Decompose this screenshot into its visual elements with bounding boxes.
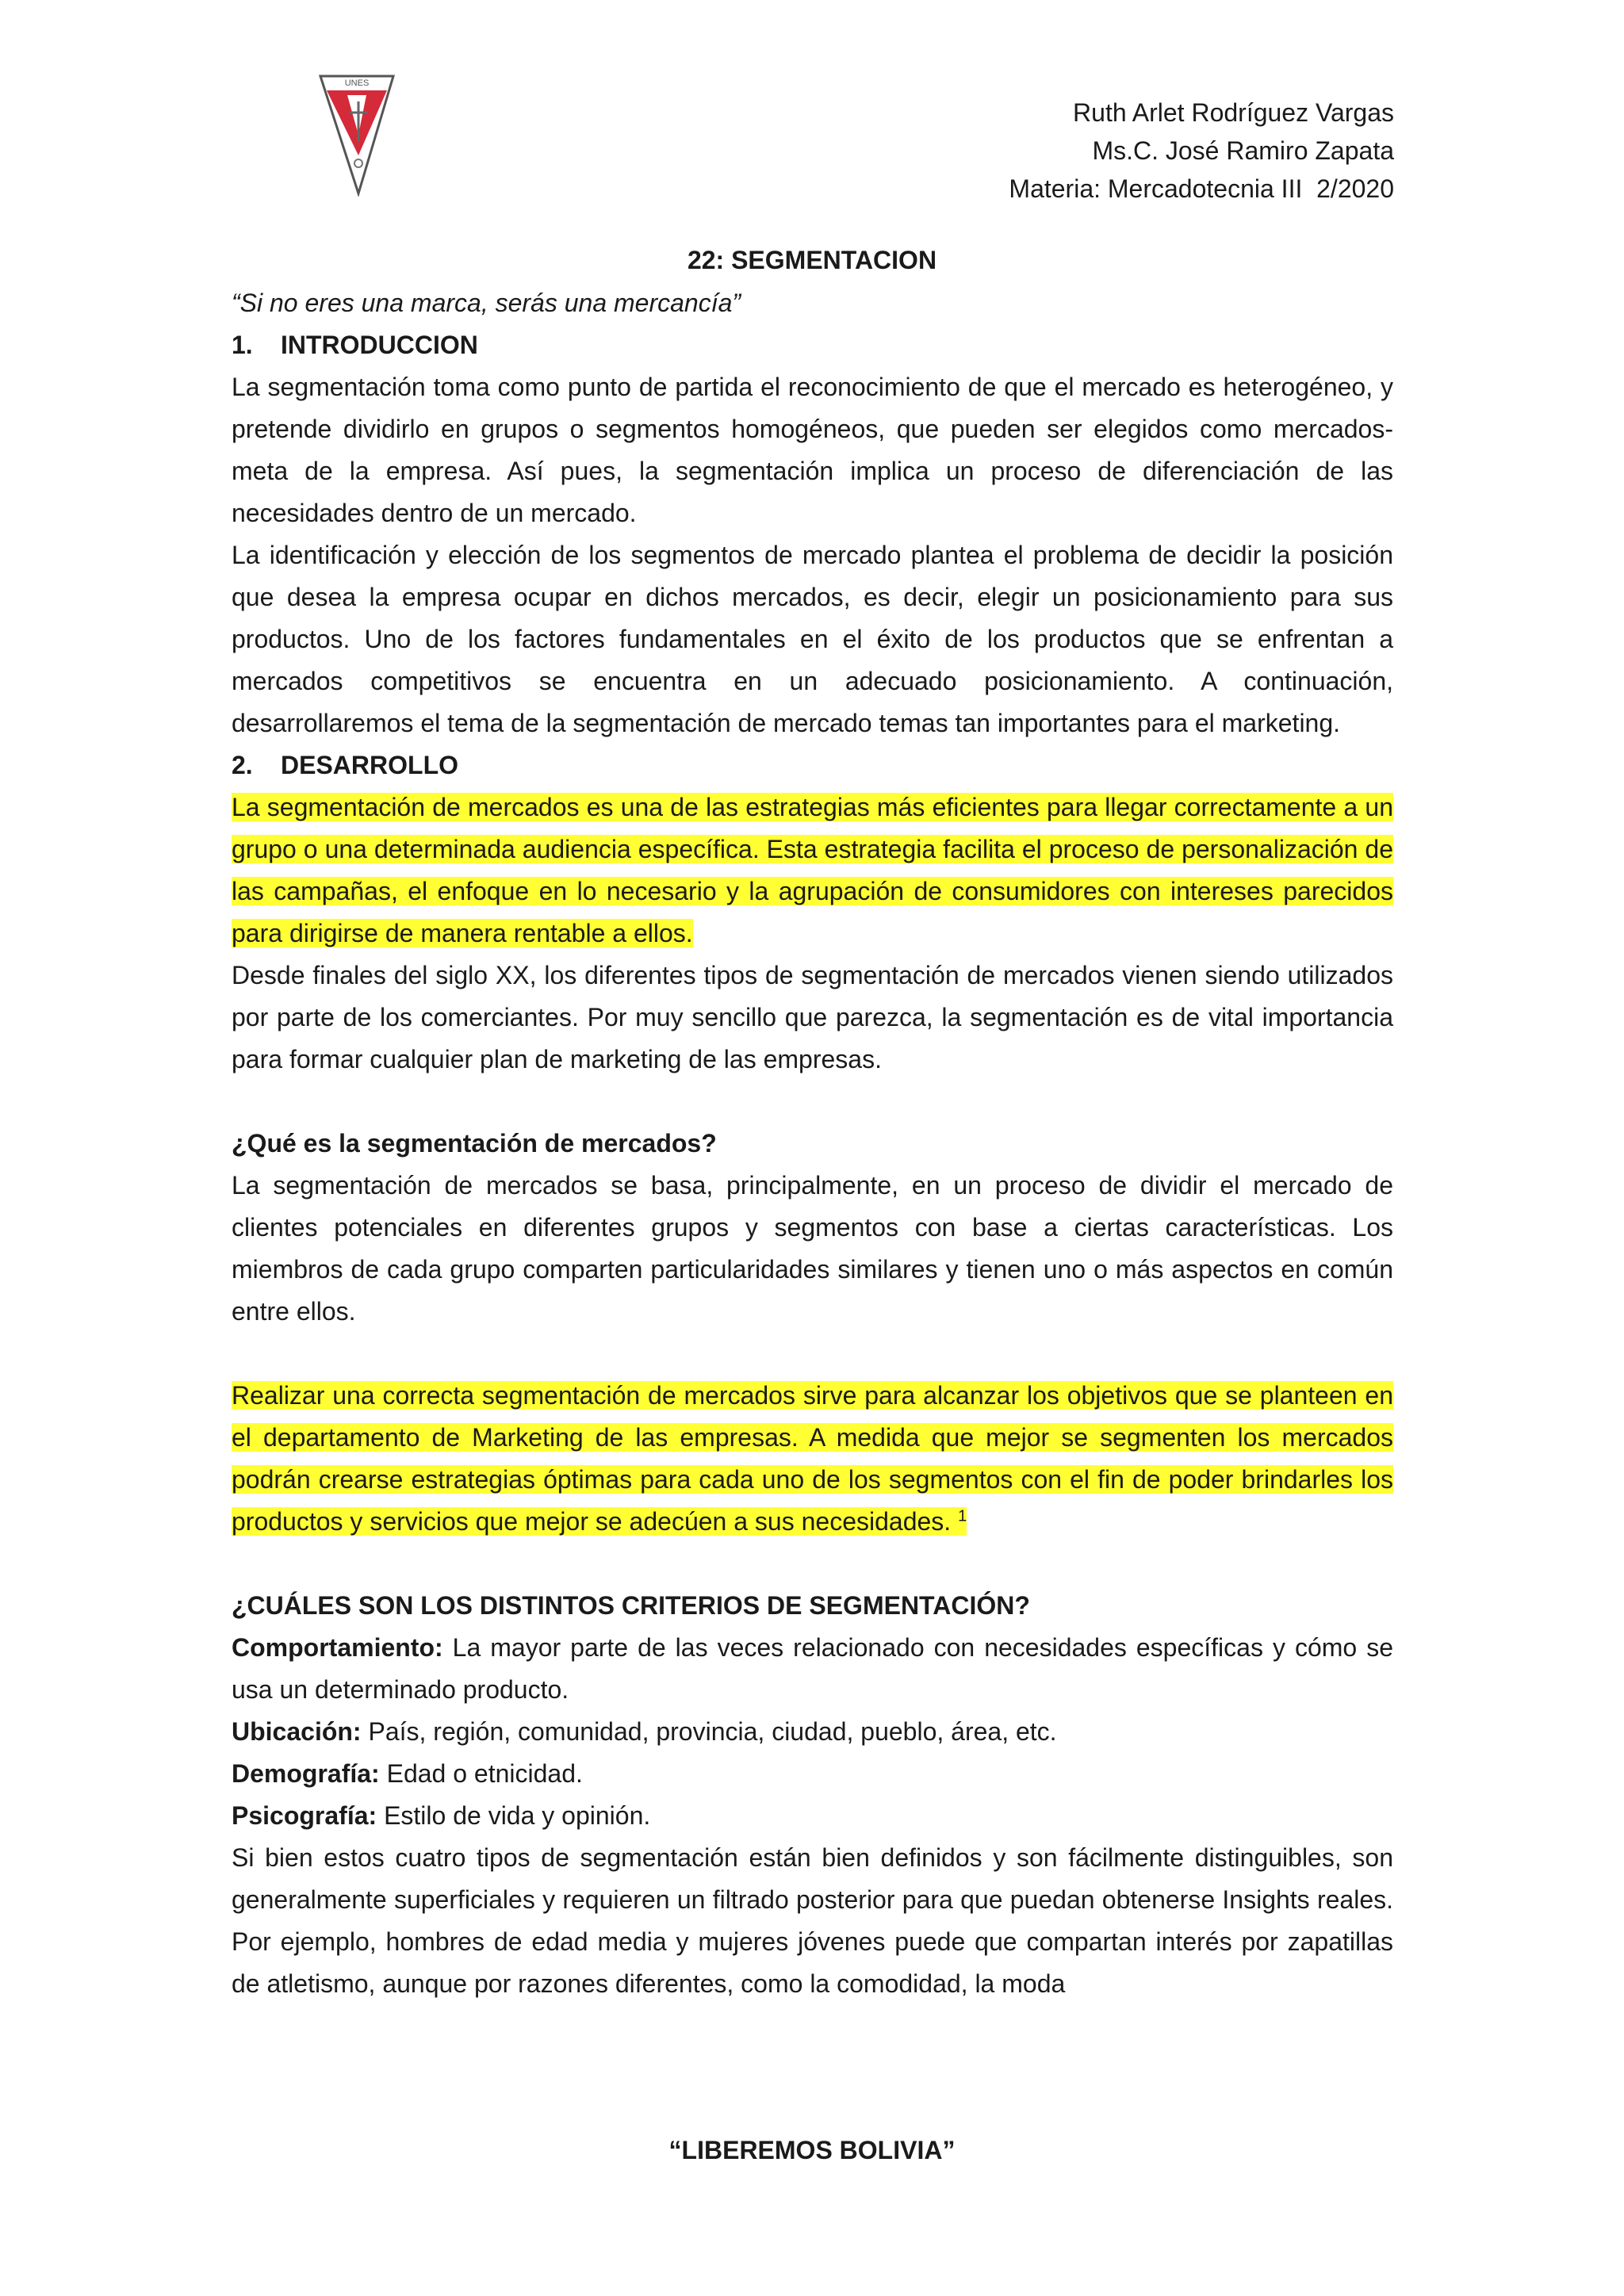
intro-paragraph-1: La segmentación toma como punto de partida el reconocimiento de que el mercado es heterogéneo, y pretende dividirlo en grupos o segmentos homogéneos, que pueden ser elegidos como mercados-meta de la empresa. Así pues, la segmentación implica un proceso de diferenciación de las necesidades dentro de un mercado. <box>232 373 1393 527</box>
highlight-text: La segmentación de mercados es una de las estrategias más eficientes para llegar correctamente a un grupo o una determinada audiencia específica. Esta estrategia facilita el proceso de personalización de las campañas, el enfoque en lo necesario y la agrupación de consumidores con intereses parecidos para dirigirse de manera rentable a ellos. <box>232 793 1393 947</box>
criteria-item <box>232 1711 1393 1753</box>
spacer <box>232 1333 1393 1375</box>
epigraph-quote: “Si no eres una marca, serás una mercancía” <box>232 289 741 317</box>
highlighted-paragraph-2 <box>232 1375 1393 1543</box>
subject-line: Materia: Mercadotecnia III 2/2020 <box>1009 174 1394 203</box>
highlight-body: Realizar una correcta segmentación de mercados sirve para alcanzar los objetivos que se planteen en el departamento de Marketing de las empresas. A medida que mejor se segmenten los mercados podrán crearse estrategias óptimas para cada uno de los segmentos con el fin de poder brindarles los productos y servicios que mejor se adecúen a sus necesidades. <box>232 1381 1393 1536</box>
section-heading-introduccion <box>232 324 1393 366</box>
develop-paragraph-3: Si bien estos cuatro tipos de segmentación están bien definidos y son fácilmente distinguibles, son generalmente superficiales y requieren un filtrado posterior para que puedan obtenerse Insights reales. Por ejemplo, hombres de edad media y mujeres jóvenes puede que compartan interés por zapatillas de atletismo, aunque por razones diferentes, como la comodidad, la moda <box>232 1843 1393 1998</box>
criteria-text: Estilo de vida y opinión. <box>377 1801 651 1830</box>
section-number: 2. <box>232 751 253 779</box>
question-heading-1: ¿Qué es la segmentación de mercados? <box>232 1129 717 1158</box>
section-heading-text: DESARROLLO <box>281 751 458 779</box>
criteria-item <box>232 1795 1393 1837</box>
question-heading-2: ¿CUÁLES SON LOS DISTINTOS CRITERIOS DE SEGMENTACIÓN? <box>232 1591 1030 1620</box>
document-body <box>232 282 1393 2005</box>
author-name: Ruth Arlet Rodríguez Vargas <box>1073 98 1394 127</box>
teacher-name: Ms.C. José Ramiro Zapata <box>1092 136 1394 165</box>
highlighted-paragraph-1 <box>232 786 1393 955</box>
footnote-reference: 1 <box>958 1507 967 1525</box>
spacer <box>232 1543 1393 1585</box>
section-heading-desarrollo <box>232 744 1393 786</box>
university-logo <box>317 62 396 197</box>
criteria-label: Comportamiento: <box>232 1633 443 1662</box>
develop-paragraph-2: La segmentación de mercados se basa, principalmente, en un proceso de dividir el mercado de clientes potenciales en diferentes grupos y segmentos con base a ciertas características. Los miembros de cada grupo comparten particularidades similares y tienen uno o más aspectos en común entre ellos. <box>232 1171 1393 1326</box>
intro-paragraph-2: La identificación y elección de los segmentos de mercado plantea el problema de decidir la posición que desea la empresa ocupar en dichos mercados, es decir, elegir un posicionamiento para sus productos. Uno de los factores fundamentales en el éxito de los productos que se enfrentan a mercados competitivos se encuentra en un adecuado posicionamiento. A continuación, desarrollaremos el tema de la segmentación de mercado temas tan importantes para el marketing. <box>232 541 1393 737</box>
spacer <box>232 1081 1393 1123</box>
criteria-text: La mayor parte de las veces relacionado con necesidades específicas y cómo se usa un determinado producto. <box>232 1633 1393 1704</box>
criteria-item <box>232 1753 1393 1795</box>
criteria-label: Psicografía: <box>232 1801 377 1830</box>
section-heading-text: INTRODUCCION <box>281 331 478 359</box>
criteria-label: Demografía: <box>232 1759 380 1788</box>
criteria-text: Edad o etnicidad. <box>379 1759 583 1788</box>
svg-text:UNES: UNES <box>344 78 370 88</box>
document-title: 22: SEGMENTACION <box>687 246 937 274</box>
criteria-item <box>232 1627 1393 1711</box>
page-footer: “LIBEREMOS BOLIVIA” <box>668 2136 956 2164</box>
criteria-label: Ubicación: <box>232 1717 362 1746</box>
section-number: 1. <box>232 331 253 359</box>
criteria-text: País, región, comunidad, provincia, ciudad, pueblo, área, etc. <box>361 1717 1057 1746</box>
develop-paragraph-1: Desde finales del siglo XX, los diferentes tipos de segmentación de mercados vienen siendo utilizados por parte de los comerciantes. Por muy sencillo que parezca, la segmentación es de vital importancia para formar cualquier plan de marketing de las empresas. <box>232 961 1393 1073</box>
author-block <box>1009 94 1394 208</box>
highlight-text <box>232 1381 1393 1536</box>
